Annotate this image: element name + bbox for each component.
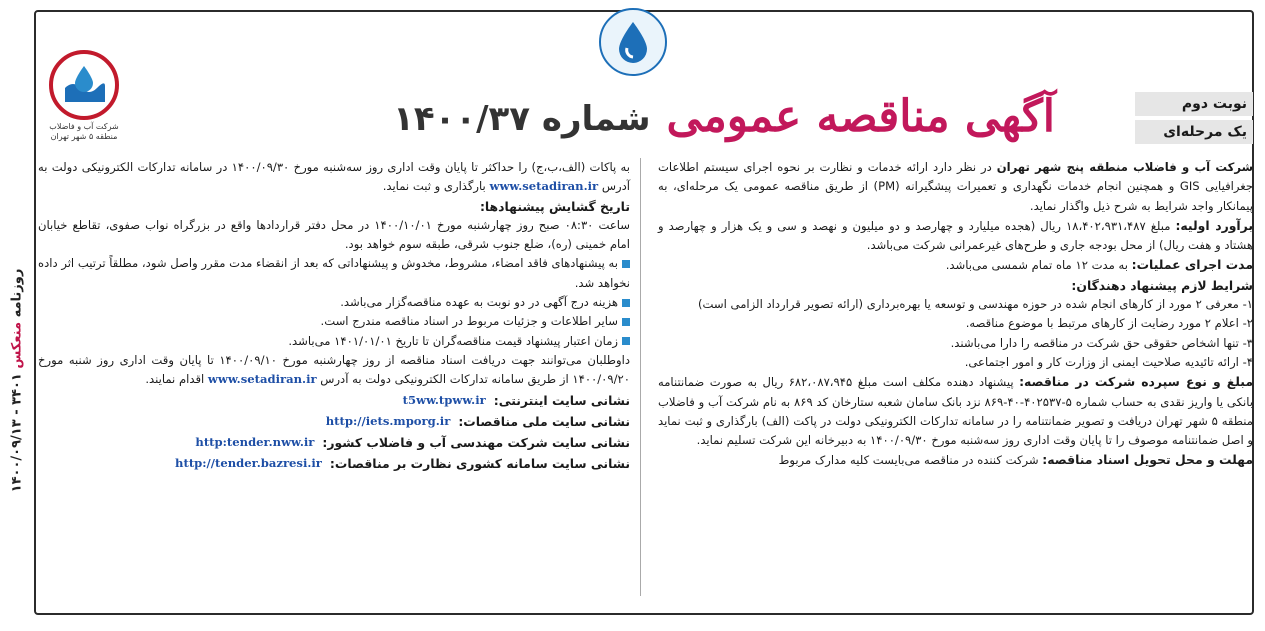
bullet-icon xyxy=(622,260,630,268)
estimate-paragraph xyxy=(658,216,1253,256)
setad-link[interactable]: www.setadiran.ir xyxy=(489,179,599,194)
column-divider xyxy=(640,158,641,596)
note-item xyxy=(38,293,630,312)
note-item xyxy=(38,254,630,293)
applicants-setad-link[interactable]: www.setadiran.ir xyxy=(207,372,317,387)
left-column xyxy=(38,158,630,474)
site-row xyxy=(38,453,630,474)
newspaper-credit xyxy=(10,268,25,492)
condition-item: ۲- اعلام ۲ مورد رضایت از کارهای مرتبط با موضوع مناقصه. xyxy=(965,316,1253,331)
newspaper-prefix: روزنامه xyxy=(9,268,25,317)
conditions-heading: شرایط لازم پیشنهاد دهندگان: xyxy=(1071,277,1253,293)
docs-paragraph xyxy=(658,450,1253,470)
water-company-emblem-icon xyxy=(49,50,119,120)
bullet-icon xyxy=(622,299,630,307)
site-link[interactable]: t5ww.tpww.ir xyxy=(402,392,486,407)
duration-text: به مدت ۱۲ ماه تمام شمسی می‌باشد. xyxy=(945,258,1132,273)
intro-company: شرکت آب و فاضلاب منطقه پنج شهر تهران xyxy=(996,160,1253,174)
site-label: نشانی سایت شرکت مهندسی آب و فاضلاب کشور: xyxy=(322,434,630,450)
site-link[interactable]: http://tender.bazresi.ir xyxy=(175,455,322,470)
notice-number: شماره ۱۴۰۰/۳۷ xyxy=(393,99,651,139)
site-row xyxy=(38,390,630,411)
site-label: نشانی سایت ملی مناقصات: xyxy=(458,413,630,429)
guarantee-paragraph xyxy=(658,372,1253,450)
condition-item: ۱- معرفی ۲ مورد از کارهای انجام شده در حوزه مهندسی و توسعه یا بهره‌برداری (ارائه تصویر قرارداد الزامی است) xyxy=(698,297,1253,312)
note-text: زمان اعتبار پیشنهاد قیمت مناقصه‌گران تا تاریخ ۱۴۰۱/۰۱/۰۱ می‌باشد. xyxy=(288,333,618,348)
newspaper-brand: منعکس xyxy=(9,321,25,369)
duration-label: مدت اجرای عملیات: xyxy=(1131,257,1253,273)
newspaper-side-strip xyxy=(2,160,32,600)
intro-paragraph xyxy=(658,158,1253,216)
bullet-icon xyxy=(622,337,630,345)
notice-title-row xyxy=(255,82,1055,142)
condition-item: ۳- تنها اشخاص حقوقی حق شرکت در مناقصه را دارا می‌باشند. xyxy=(950,335,1253,350)
opening-text: ساعت ۰۸:۳۰ صبح روز چهارشنبه مورخ ۱۴۰۰/۱۰/۰۱ در محل دفتر قراردادها واقع در بزرگراه نواب صفوی، تقاطع خیابان امام خمینی (ره)، ضلع جنوب شرقی، طبقه سوم خواهد بود. xyxy=(38,217,631,252)
site-row xyxy=(38,432,630,453)
newspaper-issue: ۳۴۰۱ - ۱۴۰۰/۰۹/۱۳ xyxy=(9,372,25,492)
stage-label: یک مرحله‌ای xyxy=(1135,120,1253,144)
intro-text: در نظر دارد ارائه خدمات و نظارت بر نحوه اجرای سیستم اطلاعات جغرافیایی GIS و همچنین انجام خدمات نگهداری و تعمیرات پیشگیرانه (PM) از طریق مناقصه عمومی یک مرحله‌ای، به پیمانکار واجد شرایط به شرح ذیل واگذار نماید. xyxy=(658,160,1254,213)
site-row xyxy=(38,411,630,432)
duration-paragraph xyxy=(658,255,1253,275)
submission-paragraph xyxy=(38,158,630,197)
site-link[interactable]: http:tender.nww.ir xyxy=(195,434,315,449)
logo-org-line-1: شرکت آب و فاضلاب xyxy=(49,122,119,131)
guarantee-text: پیشنهاد دهنده مکلف است مبلغ ۶۸۲،۰۸۷،۹۴۵ ریال به صورت ضمانتنامه بانکی یا واریز نقدی به حساب شماره ۵-۴۰۲۵۳۷-۴۰-۸۶۹ نزد بانک سامان شعبه ستارخان کد ۸۶۹ به نام شرکت آب و فاضلاب منطقه ۵ شهر تهران دریافت و تصویر ضمانتنامه را در سامانه تدارکات الکترونیکی دولت در پاکت (الف) بارگذاری و ثبت نماید و اصل ضمانتنامه موصوف را تا پایان وقت اداری روز سه‌شنبه مورخ ۱۴۰۰/۰۹/۳۰ به دبیرخانه این شرکت تسلیم نماید. xyxy=(658,375,1253,448)
guarantee-label: مبلغ و نوع سپرده شرکت در مناقصه: xyxy=(1019,374,1253,390)
note-item xyxy=(38,332,630,351)
applicants-paragraph xyxy=(38,351,630,390)
logo-org-line-2: منطقه ۵ شهر تهران xyxy=(50,132,118,141)
water-drop-icon xyxy=(599,8,667,76)
bullet-icon xyxy=(622,318,630,326)
notice-title: آگهی مناقصه عمومی xyxy=(666,91,1055,142)
site-label: نشانی سایت اینترنتی: xyxy=(493,392,630,408)
submission-end: بارگذاری و ثبت نماید. xyxy=(382,179,490,194)
docs-text: شرکت کننده در مناقصه می‌بایست کلیه مدارک مربوط xyxy=(778,453,1043,468)
applicants-end: اقدام نمایند. xyxy=(145,372,208,387)
opening-heading: تاریخ گشایش پیشنهادها: xyxy=(479,198,630,214)
note-text: هزینه درج آگهی در دو نوبت به عهده مناقصه‌گزار می‌باشد. xyxy=(340,295,618,310)
estimate-text: مبلغ ۱۸،۴۰۲،۹۳۱،۴۸۷ ریال (هجده میلیارد و چهارصد و دو میلیون و نهصد و سی و یک هزار و چهارصد و هشتاد و هفت ریال) از محل بودجه جاری و طرح‌های غیرعمرانی شرکت می‌باشد. xyxy=(658,218,1253,253)
round-label: نوبت دوم xyxy=(1135,92,1253,116)
applicants-text: داوطلبان می‌توانند جهت دریافت اسناد مناقصه از روز چهارشنبه مورخ ۱۴۰۰/۰۹/۱۰ تا پایان وقت اداری روز شنبه مورخ ۱۴۰۰/۰۹/۲۰ از طریق سامانه تدارکات الکترونیکی دولت به آدرس xyxy=(38,352,630,387)
docs-label: مهلت و محل تحویل اسناد مناقصه: xyxy=(1042,452,1253,468)
submission-text: به پاکات (الف،ب،ج) را حداکثر تا پایان وقت اداری روز سه‌شنبه مورخ ۱۴۰۰/۰۹/۳۰ در سامانه تدارکات الکترونیکی دولت به آدرس xyxy=(38,160,630,194)
right-column xyxy=(658,158,1253,471)
round-info xyxy=(1135,92,1253,148)
note-item xyxy=(38,312,630,331)
site-label: نشانی سایت سامانه کشوری نظارت بر مناقصات: xyxy=(329,455,630,471)
estimate-label: برآورد اولیه: xyxy=(1175,217,1254,233)
note-text: به پیشنهادهای فاقد امضاء، مشروط، مخدوش و پیشنهاداتی که بعد از انقضاء مدت مقرر واصل شود، مطلقاً ترتیب اثر داده نخواهد شد. xyxy=(38,256,630,290)
site-link[interactable]: http://iets.mporg.ir xyxy=(325,413,451,428)
note-text: سایر اطلاعات و جزئیات مربوط در اسناد مناقصه مندرج است. xyxy=(320,314,618,329)
logo-caption xyxy=(40,122,128,142)
condition-item: ۴- ارائه تائیدیه صلاحیت ایمنی از وزارت کار و امور اجتماعی. xyxy=(964,354,1253,369)
company-logo xyxy=(40,50,128,145)
